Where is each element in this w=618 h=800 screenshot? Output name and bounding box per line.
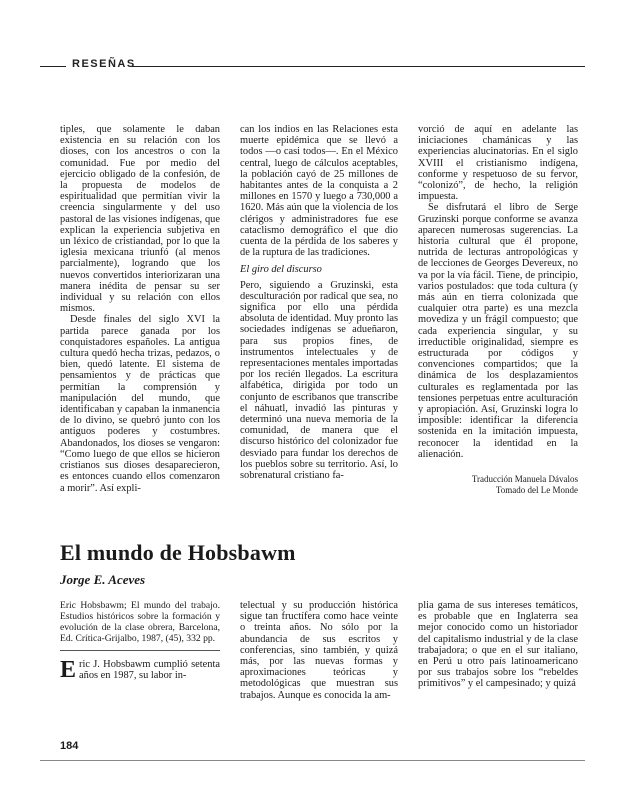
credit-source: Tomado del Le Monde (495, 485, 578, 496)
intro-paragraph (60, 659, 220, 681)
paragraph: vorció de aquí en adelante las iniciaciones chamánicas y las experiencias alucinatorias. En el siglo XVIII el cristianismo indígena, conforme y respetuoso de su fervor, “colonizó”, de hecho, la religión impuesta. (418, 124, 578, 203)
citation-divider (60, 650, 220, 651)
article1-column-3 (418, 124, 578, 496)
page-number: 184 (60, 740, 79, 752)
header-rule-right (132, 66, 585, 67)
intro-text: ric J. Hobsbawm cumplió setenta años en 1987, su labor in- (79, 659, 220, 682)
paragraph: tiples, que solamente le daban existencia en su relación con los dioses, con los ancestros o con la comunidad. Fue por medio del ejercicio obligado de la confesión, de la propuesta de modelos de espiritualidad que permitían vivir la creencia singularmente y del uso pastoral de las visiones indígenas, que explican la experiencia subjetiva en un léxico de cristiandad, por lo que la iglesia mexicana triunfó (al menos parcialmente), logrando que los nuevos convertidos interiorizaran una manera inédita de pensar su ser individual y su relación con ellos mismos. (60, 124, 220, 315)
section-header (40, 58, 585, 74)
subheading: El giro del discurso (240, 264, 322, 276)
bottom-rule (40, 760, 585, 761)
paragraph: Desde finales del siglo XVI la partida parece ganada por los conquistadores españoles. La antigua cultura quedó hecha trizas, pedazos, o bien, quedó latente. El sistema de pensamientos y de prácticas que permitían la comprensión y manipulación del mundo, que identificaban y capaban la inmanencia de lo divino, se quebró junto con los antiguos poderes y costumbres. Abandonados, los dioses se vengaron: “Como luego de que ellos se hicieron cristianos sus dioses desaparecieron, es entonces cuando ellos comenzaron a morir”. Así expli- (60, 314, 220, 494)
section-label: RESEÑAS (72, 58, 136, 70)
drop-cap: E (60, 657, 77, 683)
translation-credit (418, 474, 578, 496)
paragraph: plia gama de sus intereses temáticos, es probable que en Inglaterra sea mejor conocido como un historiador del capitalismo industrial y de la clase trabajadora; o que en el sur italiano, en Perú u otro país latinoamericano por sus trabajos sobre los “rebeldes primitivos” y el campesinado; y quizá (418, 600, 578, 690)
paragraph: can los indios en las Relaciones esta muerte epidémica que se llevó a todos —o casi todos—. En el México central, luego de cálculos aceptables, la población cayó de 25 millones de habitantes antes de la conquista a 2 millones en 1570 y luego a 730,000 a 1620. Más aún que la violencia de los clérigos y administradores fue ese cataclismo demográfico el que dio cuenta de la pérdida de los saberes y de la ruptura de las tradiciones. (240, 124, 398, 259)
book-citation: Eric Hobsbawm; El mundo del trabajo. Estudios históricos sobre la formación y evolución de la clase obrera, Barcelona, Ed. Crítica-Grijalbo, 1987, (45), 332 pp. (60, 600, 220, 644)
credit-translator: Traducción Manuela Dávalos (471, 474, 578, 485)
article-title: El mundo de Hobsbawm (60, 540, 296, 565)
header-rule-left (40, 66, 66, 67)
article2-column-1 (60, 600, 220, 681)
article1-column-2 (240, 124, 398, 481)
article1-column-1 (60, 124, 220, 494)
paragraph: telectual y su producción histórica sigue tan fructífera como hace veinte o treinta años. No sólo por la abundancia de sus escritos y conferencias, sino también, y quizá más, por las nuevas formas y aproximaciones teóricas y metodológicas que muestran sus trabajos. Aunque es conocida la am- (240, 600, 398, 701)
article-author: Jorge E. Aceves (60, 572, 146, 587)
article2-column-3 (418, 600, 578, 690)
paragraph: Se disfrutará el libro de Serge Gruzinski porque conforme se avanza aparecen numerosas sugerencias. La historia cultural que él propone, nutrida de lecturas antropológicas y de lecciones de Georges Devereux, no va por la vía fácil. Tiene, de principio, varios postulados: que toda cultura (y más aún en tierra colonizada que cualquier otra parte) es una mezcla movediza y un frágil compuesto; que cada experiencia singular, y su irreductible originalidad, siempre es estructurada por códigos y convenciones compartidos; que la dinámica de los desplazamientos culturales es reglamentada por las tensiones perpetuas entre aculturación y apropiación. Así, Gruzinski logra lo imposible: identificar la diferencia sostenida en la imitación impuesta, reconocer la identidad en la alienación. (418, 202, 578, 460)
paragraph: Pero, siguiendo a Gruzinski, esta desculturación por radical que sea, no significa por ello una pérdida absoluta de identidad. Muy pronto las sociedades indígenas se adueñaron, para sus propios fines, de instrumentos intelectuales y de representaciones mentales importadas por los recién llegados. La escritura alfabética, dirigida por todo un conjunto de escribanos que transcribe el náhuatl, invadió las pinturas y determinó una nueva memoria de la comunidad, de manera que el discurso histórico del colonizador fue desviado para fundar los derechos de los pueblos sobre su territorio. Así, lo sobrenatural cristiano fa- (240, 279, 398, 482)
article2-column-2 (240, 600, 398, 701)
